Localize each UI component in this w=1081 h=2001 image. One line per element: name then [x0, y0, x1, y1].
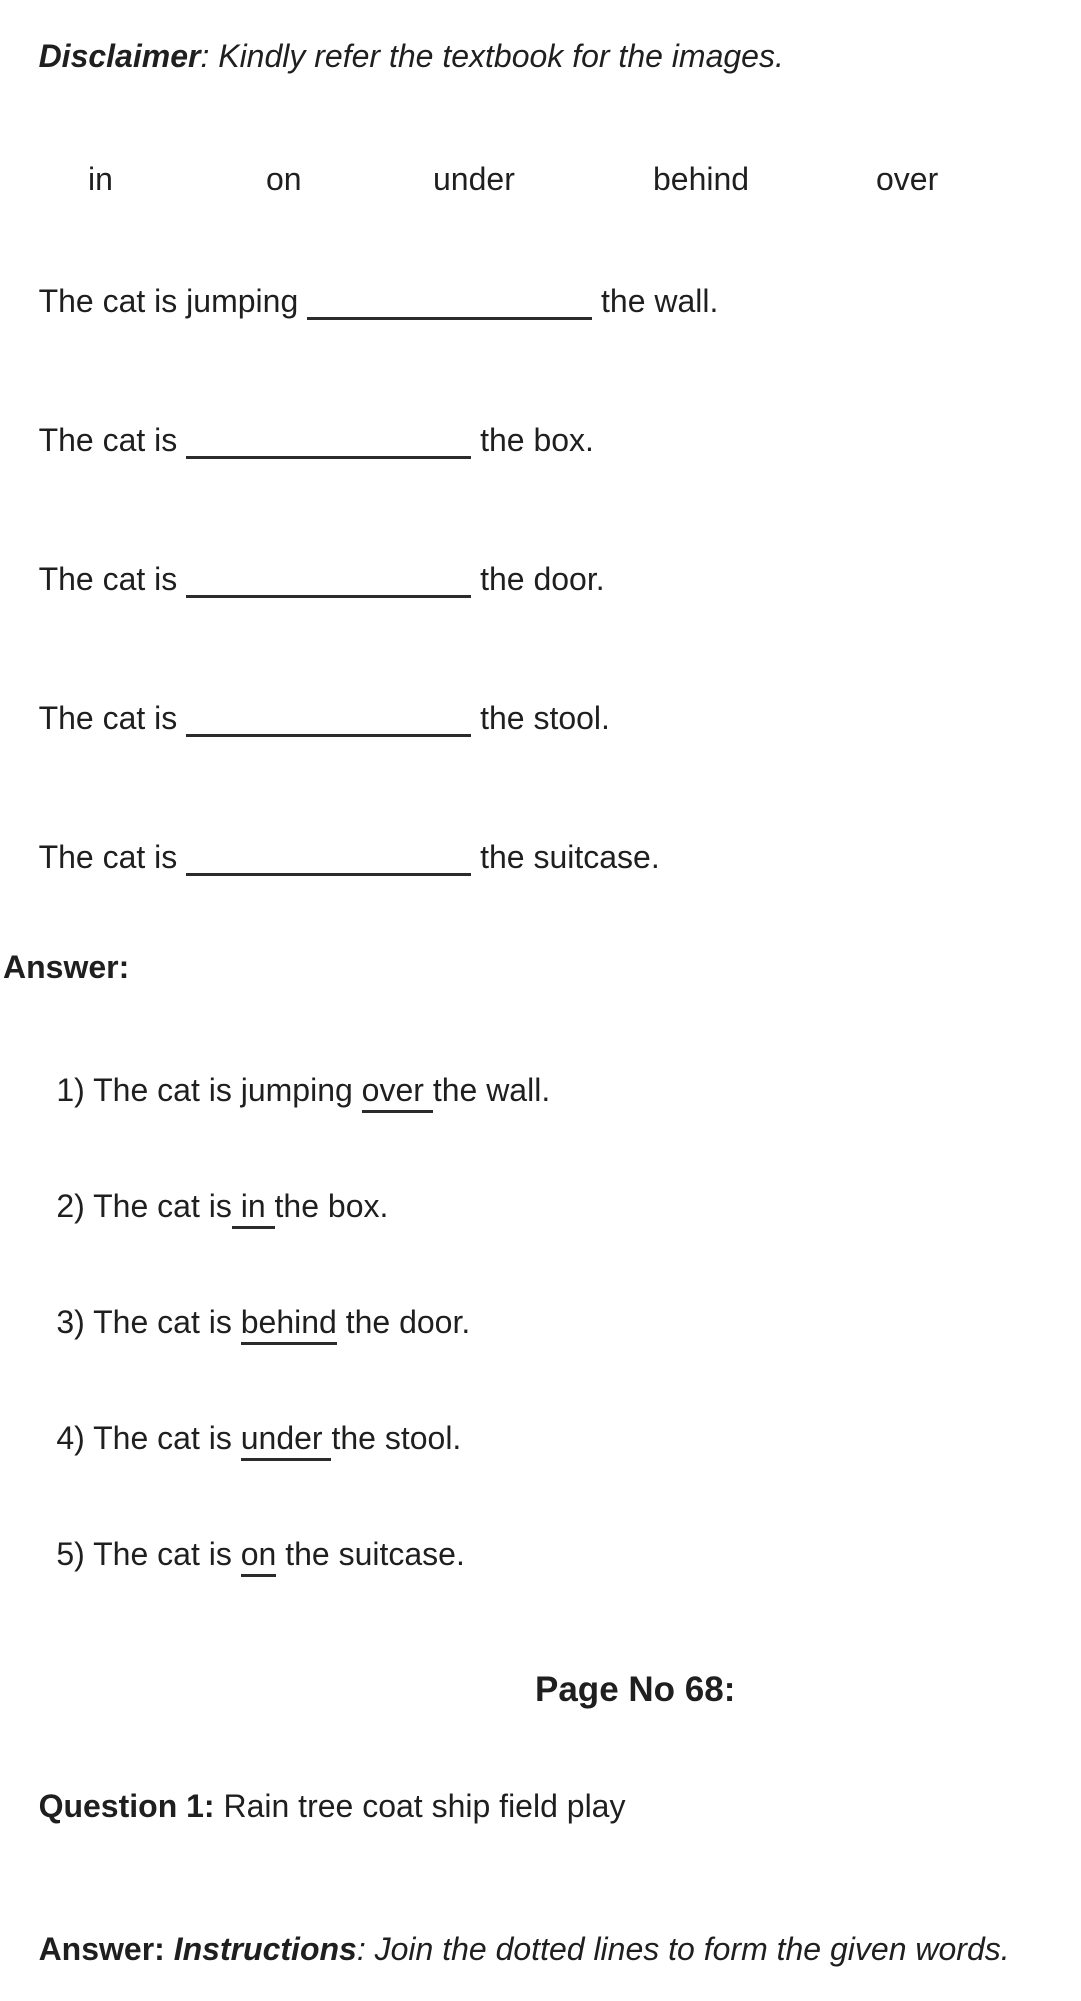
answer-underlined-word: in: [232, 1188, 275, 1229]
sentence-after: the box.: [471, 422, 594, 458]
blank-line: [186, 595, 471, 598]
answer-underlined-word: over: [362, 1072, 433, 1113]
fill-blank-sentence: [3, 528, 1081, 632]
question-label: Question 1:: [38, 1788, 215, 1824]
answer-prefix: 1) The cat is jumping: [56, 1072, 362, 1108]
sentence-before: The cat is: [38, 700, 187, 736]
answer-suffix: the box.: [274, 1188, 389, 1224]
sentence-after: the suitcase.: [471, 839, 660, 875]
blank-line: [186, 873, 471, 876]
word-bank-item-over: over: [876, 161, 939, 197]
answer-item: [3, 1039, 1081, 1141]
answer-underlined-word: on: [241, 1536, 277, 1577]
blank-line: [186, 734, 471, 737]
answer-suffix: the suitcase.: [276, 1536, 465, 1572]
answer-item: [3, 1155, 1081, 1257]
sentence-before: The cat is: [38, 422, 187, 458]
instructions-label: Instructions: [173, 1931, 357, 1967]
question-line: [3, 1755, 1081, 1857]
answer-suffix: the stool.: [331, 1420, 462, 1456]
fill-blank-sentence: [3, 806, 1081, 910]
blank-line: [307, 317, 592, 320]
page-number-heading: Page No 68:: [535, 1670, 736, 1709]
final-answer-line: [3, 1898, 1081, 2000]
sentence-before: The cat is: [38, 839, 187, 875]
fill-blank-sentence: [3, 250, 1081, 354]
word-bank: [3, 162, 1081, 196]
answer-prefix: 3) The cat is: [56, 1304, 241, 1340]
fill-blank-sentence: [3, 389, 1081, 493]
word-bank-item-behind: behind: [653, 161, 750, 197]
answer-heading: Answer:: [3, 949, 130, 985]
word-bank-item-under: under: [433, 161, 515, 197]
answer-prefix: 5) The cat is: [56, 1536, 241, 1572]
disclaimer-text: : Kindly refer the textbook for the images.: [200, 38, 784, 74]
fill-blank-sentence: [3, 667, 1081, 771]
blank-line: [186, 456, 471, 459]
answer-item: [3, 1271, 1081, 1373]
answer-prefix: 2) The cat is: [56, 1188, 232, 1224]
sentence-after: the stool.: [471, 700, 610, 736]
sentence-after: the door.: [471, 561, 605, 597]
disclaimer-line: [3, 2, 1081, 110]
answer-item: [3, 1503, 1081, 1605]
question-text: Rain tree coat ship field play: [214, 1788, 626, 1824]
sentence-before: The cat is: [38, 561, 187, 597]
sentence-after: the wall.: [592, 283, 719, 319]
answer-underlined-word: behind: [241, 1304, 337, 1345]
answer-suffix: the wall.: [432, 1072, 551, 1108]
answer-underlined-word: under: [241, 1420, 332, 1461]
instructions-text: : Join the dotted lines to form the given words.: [356, 1931, 1010, 1967]
final-answer-label: Answer:: [38, 1931, 174, 1967]
disclaimer-label: Disclaimer: [38, 38, 201, 74]
word-bank-item-in: in: [88, 161, 113, 197]
answer-suffix: the door.: [336, 1304, 471, 1340]
answer-prefix: 4) The cat is: [56, 1420, 241, 1456]
answer-item: [3, 1387, 1081, 1489]
sentence-before: The cat is jumping: [38, 283, 308, 319]
word-bank-item-on: on: [266, 161, 302, 197]
answer-list: [3, 1039, 1081, 1605]
